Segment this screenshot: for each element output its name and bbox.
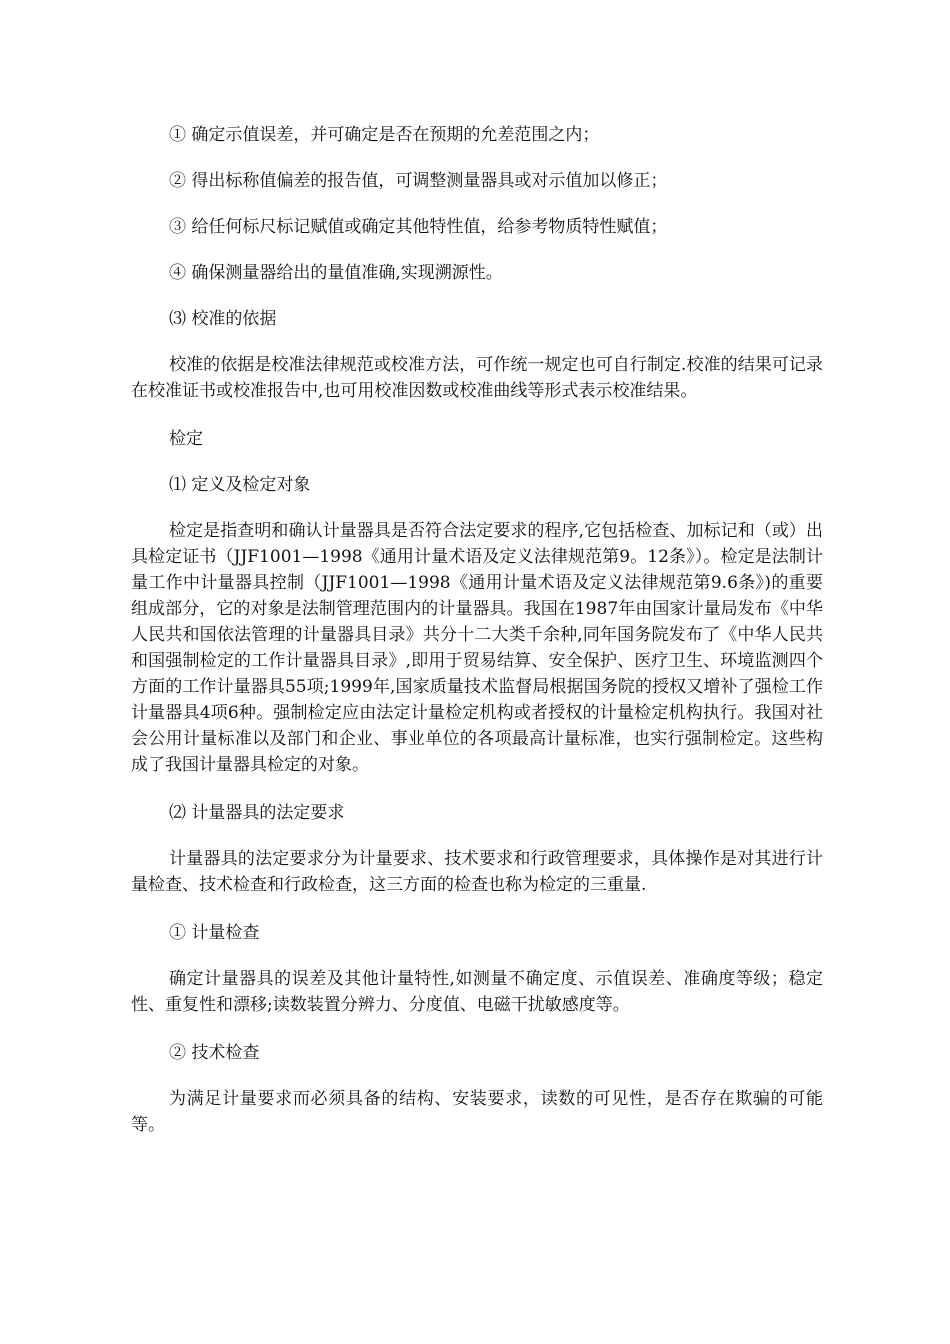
metrology-check-heading: ① 计量检查 bbox=[169, 923, 260, 943]
calibration-purpose-item-3: ③ 给任何标尺标记赋值或确定其他特性值，给参考物质特性赋值； bbox=[169, 217, 668, 237]
calibration-purpose-item-1: ① 确定示值误差，并可确定是否在预期的允差范围之内； bbox=[169, 125, 600, 145]
calibration-basis-heading: ⑶ 校准的依据 bbox=[169, 309, 277, 329]
technical-check-paragraph: 为满足计量要求而必须具备的结构、安装要求，读数的可见性，是否存在欺骗的可能等。 bbox=[131, 1089, 823, 1135]
calibration-purpose-item-2: ② 得出标称值偏差的报告值，可调整测量器具或对示值加以修正； bbox=[169, 171, 668, 191]
legal-requirements-paragraph: 计量器具的法定要求分为计量要求、技术要求和行政管理要求，具体操作是对其进行计量检查、技术检查和行政检查，这三方面的检查也称为检定的三重量. bbox=[131, 849, 823, 895]
verification-heading: 检定 bbox=[169, 429, 203, 449]
definition-heading: ⑴ 定义及检定对象 bbox=[169, 475, 311, 495]
document-body bbox=[131, 122, 823, 1138]
calibration-basis-paragraph: 校准的依据是校准法律规范或校准方法，可作统一规定也可自行制定.校准的结果可记录在校准证书或校准报告中,也可用校准因数或校准曲线等形式表示校准结果。 bbox=[131, 355, 823, 401]
definition-paragraph: 检定是指查明和确认计量器具是否符合法定要求的程序,它包括检查、加标记和（或）出具检定证书（JJF1001—1998《通用计量术语及定义法律规范第9。12条》）。检定是法制计量工作中计量器具控制（JJF1001—1998《通用计量术语及定义法律规范第9.6条》)的重要组成部分，它的对象是法制管理范围内的计量器具。我国在1987年由国家计量局发布《中华人民共和国依法管理的计量器具目录》共分十二大类千余种,同年国务院发布了《中华人民共和国强制检定的工作计量器具目录》,即用于贸易结算、安全保护、医疗卫生、环境监测四个方面的工作计量器具55项;1999年,国家质量技术监督局根据国务院的授权又增补了强检工作计量器具4项6种。强制检定应由法定计量检定机构或者授权的计量检定机构执行。我国对社会公用计量标准以及部门和企业、事业单位的各项最高计量标准，也实行强制检定。这些构成了我国计量器具检定的对象。 bbox=[131, 521, 823, 775]
metrology-check-paragraph: 确定计量器具的误差及其他计量特性,如测量不确定度、示值误差、准确度等级；稳定性、重复性和漂移;读数装置分辨力、分度值、电磁干扰敏感度等。 bbox=[131, 969, 823, 1015]
calibration-purpose-item-4: ④ 确保测量器给出的量值准确,实现溯源性。 bbox=[169, 263, 503, 283]
legal-requirements-heading: ⑵ 计量器具的法定要求 bbox=[169, 803, 345, 823]
technical-check-heading: ② 技术检查 bbox=[169, 1043, 260, 1063]
